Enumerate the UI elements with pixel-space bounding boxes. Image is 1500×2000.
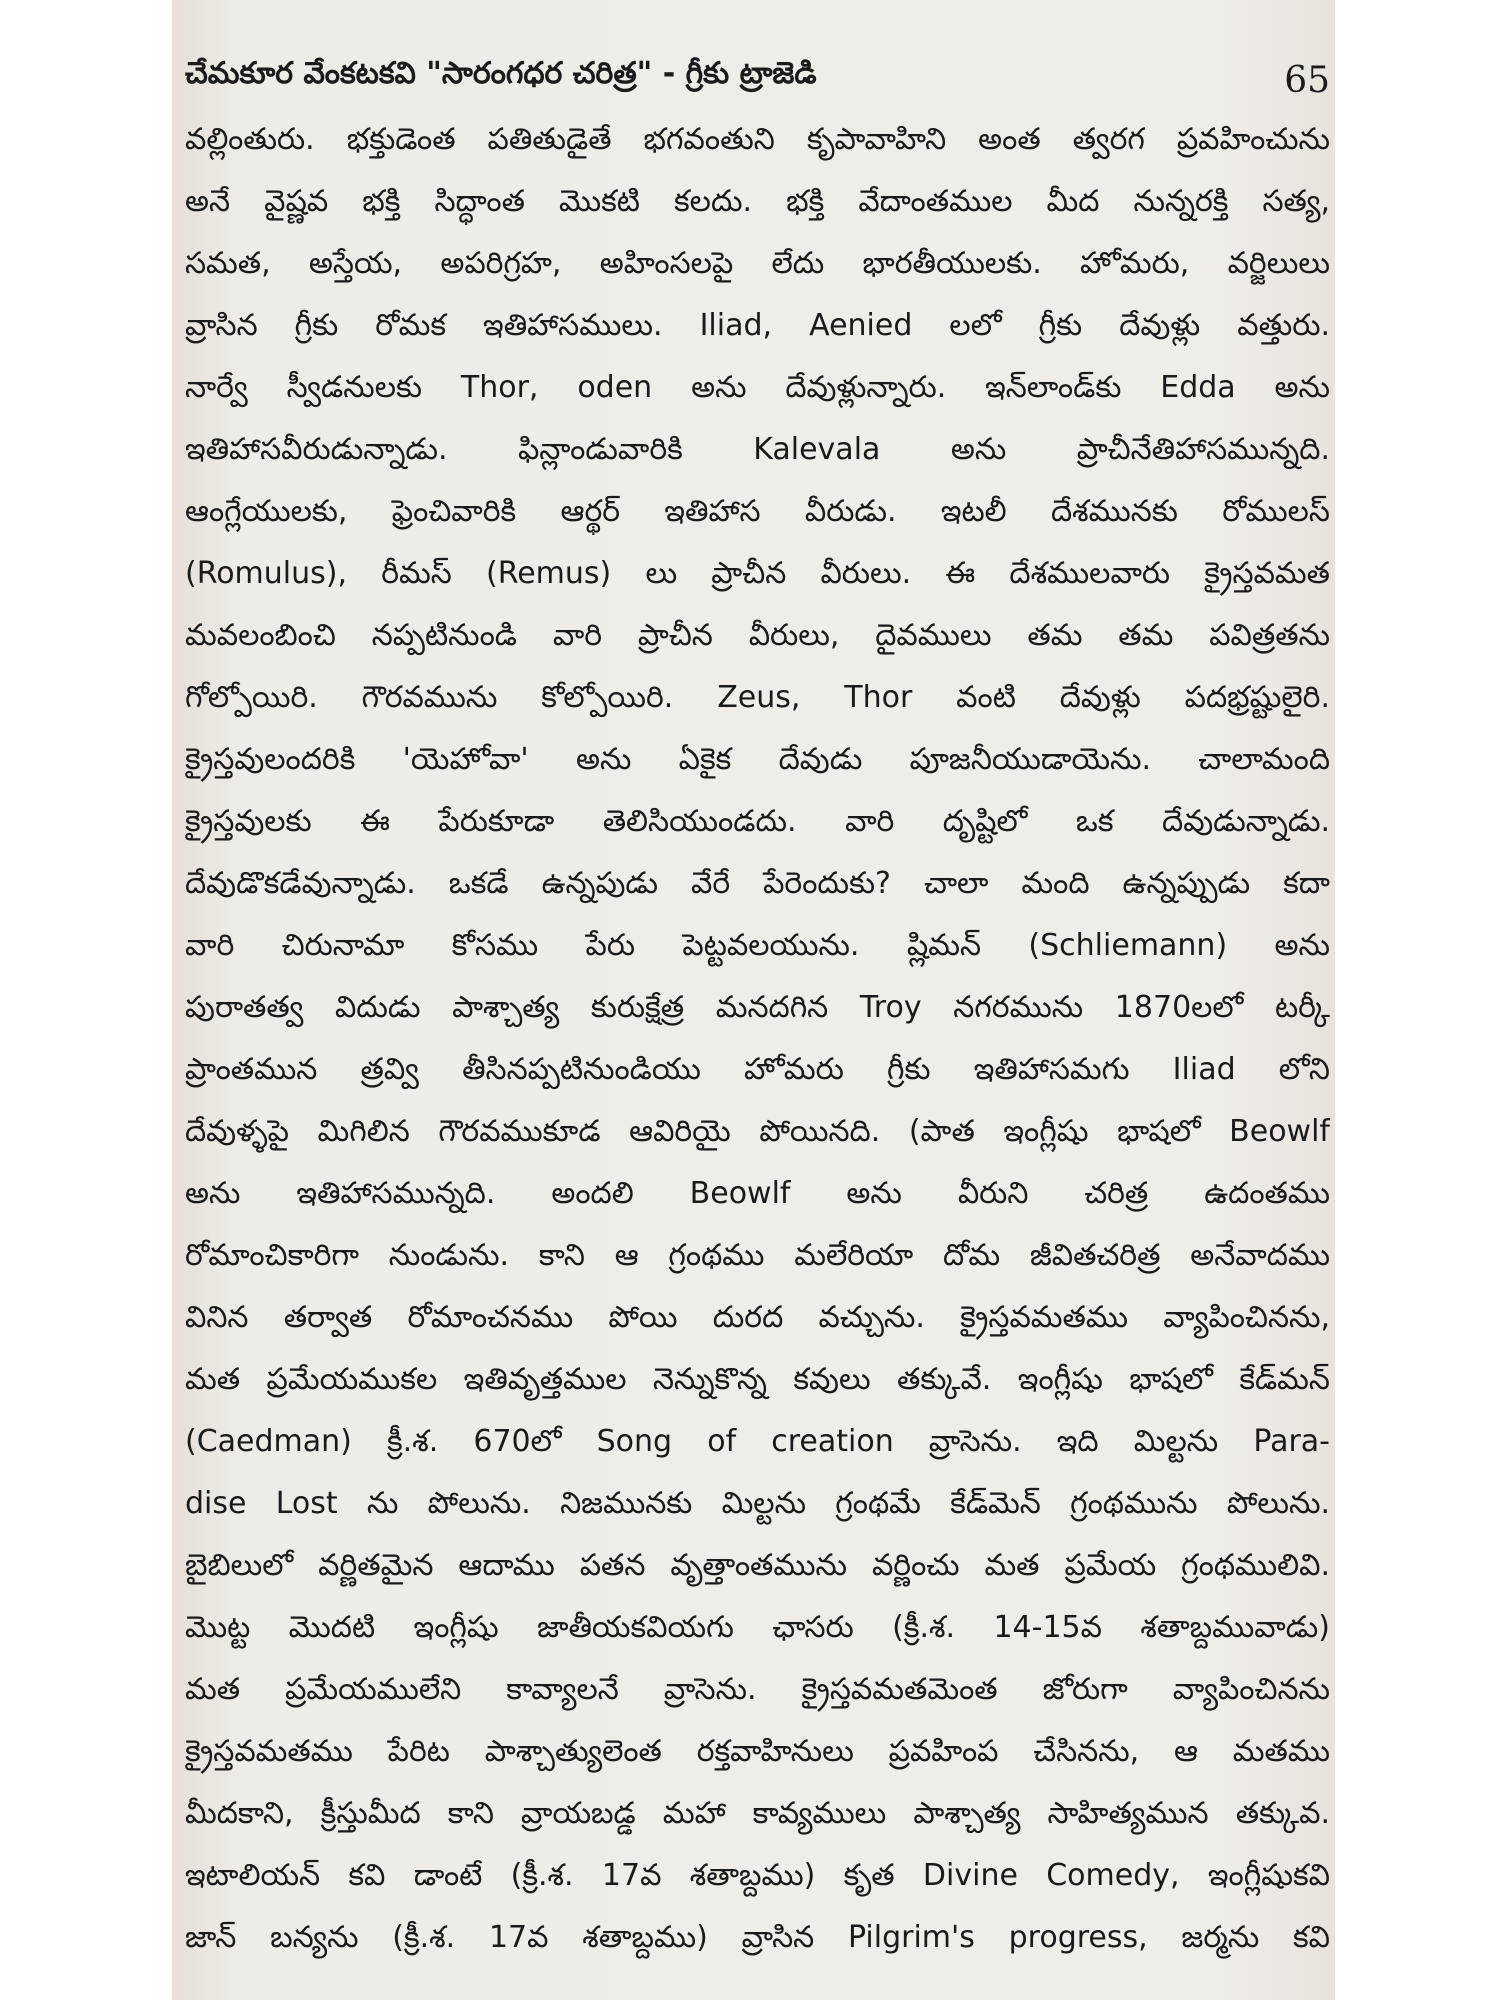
text-line: రోమాంచికారిగా నుండును. కాని ఆ గ్రంథము మలేరియా దోమ జీవితచరిత్ర అనేవాదము bbox=[185, 1238, 1330, 1273]
text-line: నార్వే స్వీడనులకు Thor, oden అను దేవుళ్లున్నారు. ఇన్‌లాండ్‌కు Edda అను bbox=[185, 370, 1330, 405]
text-line: ఆంగ్లేయులకు, ఫ్రెంచివారికి ఆర్థర్ ఇతిహాస వీరుడు. ఇటలీ దేశమునకు రోములస్ bbox=[185, 494, 1330, 529]
text-line: మవలంబించి నప్పటినుండి వారి ప్రాచీన వీరులు, దైవములు తమ తమ పవిత్రతను bbox=[185, 618, 1330, 653]
text-line: మత ప్రమేయముకల ఇతివృత్తముల నెన్నుకొన్న కవులు తక్కువే. ఇంగ్లీషు భాషలో కేడ్‌మన్ bbox=[185, 1362, 1330, 1397]
running-title: చేమకూర వేంకటకవి "సారంగధర చరిత్ర" - గ్రీకు ట్రాజెడి bbox=[185, 56, 817, 91]
text-line: ఇటాలియన్ కవి డాంటే (క్రీ.శ. 17వ శతాబ్దము) కృత Divine Comedy, ఇంగ్లీషుకవి bbox=[185, 1858, 1330, 1893]
running-header bbox=[185, 52, 1330, 102]
text-line: క్రైస్తవులందరికి 'యెహోవా' అను ఏకైక దేవుడు పూజనీయుడాయెను. చాలామంది bbox=[185, 742, 1330, 777]
text-line: గోల్పోయిరి. గౌరవమును కోల్పోయిరి. Zeus, Thor వంటి దేవుళ్లు పదభ్రష్టులైరి. bbox=[185, 680, 1330, 715]
text-line: వ్రాసిన గ్రీకు రోమక ఇతిహాసములు. Iliad, Aenied లలో గ్రీకు దేవుళ్లు వత్తురు. bbox=[185, 308, 1330, 343]
text-line: అనే వైష్ణవ భక్తి సిద్ధాంత మొకటి కలదు. భక్తి వేదాంతముల మీద నున్నరక్తి సత్య, bbox=[185, 184, 1330, 219]
body-text bbox=[185, 122, 1330, 1982]
text-line: బైబిలులో వర్ణితమైన ఆదాము పతన వృత్తాంతమును వర్ణించు మత ప్రమేయ గ్రంథములివి. bbox=[185, 1548, 1330, 1583]
text-line: (Caedman) క్రీ.శ. 670లో Song of creation వ్రాసెను. ఇది మిల్టను Para- bbox=[185, 1424, 1330, 1459]
text-line: ప్రాంతమున త్రవ్వి తీసినప్పటినుండియు హోమరు గ్రీకు ఇతిహాసమగు Iliad లోని bbox=[185, 1052, 1330, 1087]
text-line: దేవుడొకడేవున్నాడు. ఒకడే ఉన్నపుడు వేరే పేరెందుకు? చాలా మంది ఉన్నప్పుడు కదా bbox=[185, 866, 1330, 901]
text-line: వల్లింతురు. భక్తుడెంత పతితుడైతే భగవంతుని కృపావాహిని అంత త్వరగ ప్రవహించును bbox=[185, 122, 1330, 157]
text-line: మొట్ట మొదటి ఇంగ్లీషు జాతీయకవియగు ఛాసరు (క్రీ.శ. 14-15వ శతాబ్దమువాడు) bbox=[185, 1610, 1330, 1645]
text-line: మత ప్రమేయములేని కావ్యాలనే వ్రాసెను. క్రైస్తవమతమెంత జోరుగా వ్యాపించినను bbox=[185, 1672, 1330, 1707]
text-line: dise Lost ను పోలును. నిజమునకు మిల్టను గ్రంథమే కేడ్‌మెన్ గ్రంథమును పోలును. bbox=[185, 1486, 1330, 1521]
text-line: దేవుళ్ళపై మిగిలిన గౌరవముకూడ ఆవిరియై పోయినది. (పాత ఇంగ్లీషు భాషలో Beowlf bbox=[185, 1114, 1330, 1149]
page-number: 65 bbox=[1284, 60, 1330, 101]
text-line: మీదకాని, క్రీస్తుమీద కాని వ్రాయబడ్డ మహా కావ్యములు పాశ్చాత్య సాహిత్యమున తక్కువ. bbox=[185, 1796, 1330, 1831]
text-line: క్రైస్తవమతము పేరిట పాశ్చాత్యులెంత రక్తవాహినులు ప్రవహింప చేసినను, ఆ మతము bbox=[185, 1734, 1330, 1769]
text-line: వారి చిరునామా కోసము పేరు పెట్టవలయును. ష్లిమన్ (Schliemann) అను bbox=[185, 928, 1330, 963]
text-line: (Romulus), రీమస్ (Remus) లు ప్రాచీన వీరులు. ఈ దేశములవారు క్రైస్తవమత bbox=[185, 556, 1330, 591]
text-line: పురాతత్వ విదుడు పాశ్చాత్య కురుక్షేత్ర మనదగిన Troy నగరమును 1870లలో టర్కీ bbox=[185, 990, 1330, 1025]
text-line: వినిన తర్వాత రోమాంచనము పోయి దురద వచ్చును. క్రైస్తవమతము వ్యాపించినను, bbox=[185, 1300, 1330, 1335]
text-line: అను ఇతిహాసమున్నది. అందలి Beowlf అను వీరుని చరిత్ర ఉదంతము bbox=[185, 1176, 1330, 1211]
text-line: ఇతిహాసవీరుడున్నాడు. ఫిన్లాండువారికి Kalevala అను ప్రాచీనేతిహాసమున్నది. bbox=[185, 432, 1330, 467]
text-line: క్రైస్తవులకు ఈ పేరుకూడా తెలిసియుండదు. వారి దృష్టిలో ఒక దేవుడున్నాడు. bbox=[185, 804, 1330, 839]
text-line: సమత, అస్తేయ, అపరిగ్రహ, అహింసలపై లేదు భారతీయులకు. హోమరు, వర్జిలులు bbox=[185, 246, 1330, 281]
text-line: జాన్ బన్యను (క్రీ.శ. 17వ శతాబ్దము) వ్రాసిన Pilgrim's progress, జర్మను కవి bbox=[185, 1920, 1330, 1955]
